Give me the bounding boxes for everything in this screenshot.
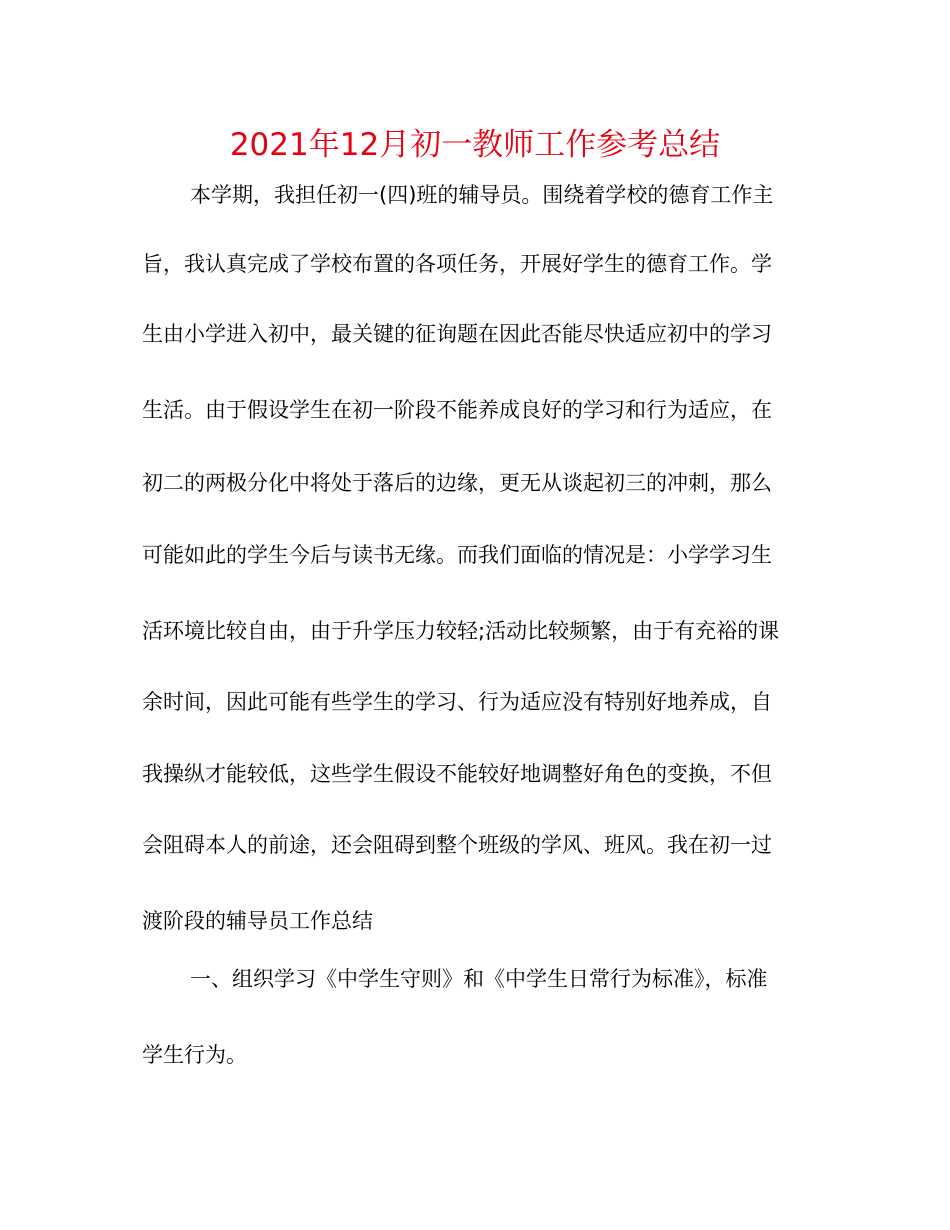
paragraph-line: 会阻碍本人的前途，还会阻碍到整个班级的学风、班风。我在初一过 [142,833,772,857]
paragraph-line: 余时间，因此可能有些学生的学习、行为适应没有特别好地养成，自 [142,690,772,714]
paragraph-line: 旨，我认真完成了学校布置的各项任务，开展好学生的德育工作。学 [142,252,772,276]
paragraph-line: 可能如此的学生今后与读书无缘。而我们面临的情况是：小学学习生 [142,543,772,567]
paragraph-line: 我操纵才能较低，这些学生假设不能较好地调整好角色的变换，不但 [142,762,772,786]
paragraph-line: 生活。由于假设学生在初一阶段不能养成良好的学习和行为适应，在 [142,398,772,422]
paragraph-line: 渡阶段的辅导员工作总结 [142,909,373,933]
paragraph-line: 一、组织学习《中学生守则》和《中学生日常行为标准》，标准 [190,967,768,991]
document-title: 2021年12月初一教师工作参考总结 [229,127,721,163]
paragraph-line: 初二的两极分化中将处于落后的边缘，更无从谈起初三的冲刺，那么 [142,471,772,495]
paragraph-line: 本学期，我担任初一(四)班的辅导员。围绕着学校的德育工作主 [190,183,774,207]
paragraph-line: 活环境比较自由，由于升学压力较轻;活动比较频繁，由于有充裕的课 [142,619,780,643]
paragraph-line: 生由小学进入初中，最关键的征询题在因此否能尽快适应初中的学习 [142,322,772,346]
paragraph-line: 学生行为。 [142,1043,247,1067]
